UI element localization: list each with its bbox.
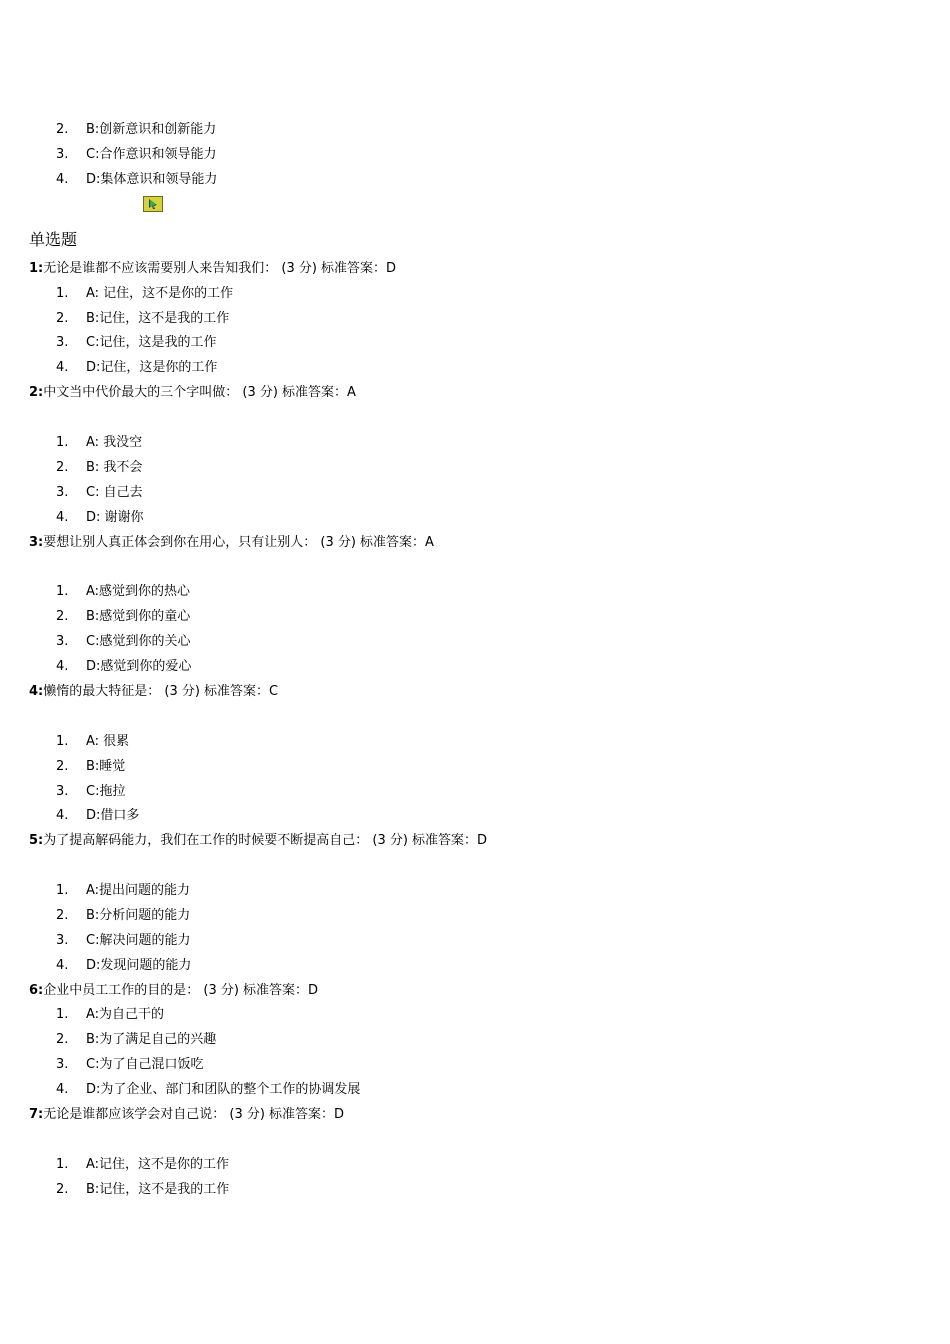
option-text: C:记住，这是我的工作 — [86, 335, 217, 350]
option-text: B:分析问题的能力 — [86, 908, 191, 923]
option-text: D: 谢谢你 — [86, 510, 144, 525]
option-text: B:记住，这不是我的工作 — [86, 311, 230, 326]
option-number: 2. — [56, 1032, 69, 1047]
option-text: C:解决问题的能力 — [86, 933, 191, 948]
question-number: 3: — [29, 535, 44, 550]
option-number: 2. — [56, 460, 69, 475]
option-number: 1. — [56, 286, 69, 301]
question-6 — [29, 979, 318, 1003]
question-text: 懒惰的最大特征是： (3 分) 标准答案：C — [43, 684, 279, 699]
option-number: 4. — [56, 172, 69, 187]
option-number: 1. — [56, 1007, 69, 1022]
option-text: B:感觉到你的童心 — [86, 609, 191, 624]
question-text: 无论是谁都不应该需要别人来告知我们： (3 分) 标准答案：D — [43, 261, 397, 276]
option-text: C:合作意识和领导能力 — [86, 147, 217, 162]
option-number: 2. — [56, 122, 69, 137]
option-number: 1. — [56, 435, 69, 450]
question-2 — [29, 381, 356, 405]
option-number: 4. — [56, 1082, 69, 1097]
option-text: D:记住，这是你的工作 — [86, 360, 218, 375]
option-number: 4. — [56, 360, 69, 375]
option-text: B:记住，这不是我的工作 — [86, 1182, 230, 1197]
option-number: 3. — [56, 634, 69, 649]
option-text: A:记住，这不是你的工作 — [86, 1157, 230, 1172]
option-text: B:创新意识和创新能力 — [86, 122, 217, 137]
question-4 — [29, 680, 278, 704]
option-text: C:感觉到你的关心 — [86, 634, 191, 649]
option-text: A: 很累 — [86, 734, 130, 749]
question-text: 中文当中代价最大的三个字叫做： (3 分) 标准答案：A — [43, 385, 356, 400]
option-number: 4. — [56, 958, 69, 973]
option-text: B:为了满足自己的兴趣 — [86, 1032, 217, 1047]
option-number: 3. — [56, 784, 69, 799]
question-text: 为了提高解码能力，我们在工作的时候要不断提高自己： (3 分) 标准答案：D — [43, 833, 488, 848]
question-number: 2: — [29, 385, 44, 400]
question-3 — [29, 531, 434, 555]
question-number: 6: — [29, 983, 44, 998]
section-title: 单选题 — [29, 230, 78, 249]
question-number: 5: — [29, 833, 44, 848]
option-text: C:为了自己混口饭吃 — [86, 1057, 204, 1072]
option-number: 3. — [56, 933, 69, 948]
option-number: 1. — [56, 883, 69, 898]
option-number: 3. — [56, 147, 69, 162]
option-text: A:提出问题的能力 — [86, 883, 191, 898]
option-number: 2. — [56, 311, 69, 326]
option-number: 3. — [56, 335, 69, 350]
option-text: A: 我没空 — [86, 435, 143, 450]
option-number: 3. — [56, 1057, 69, 1072]
option-number: 1. — [56, 1157, 69, 1172]
option-text: A:感觉到你的热心 — [86, 584, 191, 599]
option-number: 2. — [56, 759, 69, 774]
option-text: A:为自己干的 — [86, 1007, 165, 1022]
option-text: B:睡觉 — [86, 759, 126, 774]
option-text: B: 我不会 — [86, 460, 143, 475]
question-number: 4: — [29, 684, 44, 699]
option-number: 2. — [56, 609, 69, 624]
question-text: 企业中员工工作的目的是： (3 分) 标准答案：D — [43, 983, 319, 998]
option-number: 1. — [56, 734, 69, 749]
option-text: D:为了企业、部门和团队的整个工作的协调发展 — [86, 1082, 361, 1097]
option-number: 1. — [56, 584, 69, 599]
edit-icon[interactable] — [143, 196, 163, 212]
question-1 — [29, 257, 396, 281]
option-number: 2. — [56, 908, 69, 923]
option-text: D:发现问题的能力 — [86, 958, 192, 973]
question-number: 7: — [29, 1107, 44, 1122]
option-number: 2. — [56, 1182, 69, 1197]
option-number: 4. — [56, 659, 69, 674]
question-text: 要想让别人真正体会到你在用心，只有让别人： (3 分) 标准答案：A — [43, 535, 434, 550]
option-text: D:借口多 — [86, 808, 140, 823]
question-7 — [29, 1103, 344, 1127]
option-text: D:感觉到你的爱心 — [86, 659, 192, 674]
option-text: D:集体意识和领导能力 — [86, 172, 218, 187]
option-number: 3. — [56, 485, 69, 500]
option-text: A: 记住，这不是你的工作 — [86, 286, 234, 301]
option-text: C:拖拉 — [86, 784, 126, 799]
option-number: 4. — [56, 510, 69, 525]
question-number: 1: — [29, 261, 44, 276]
option-text: C: 自己去 — [86, 485, 143, 500]
question-5 — [29, 829, 487, 853]
question-text: 无论是谁都应该学会对自己说： (3 分) 标准答案：D — [43, 1107, 345, 1122]
option-number: 4. — [56, 808, 69, 823]
